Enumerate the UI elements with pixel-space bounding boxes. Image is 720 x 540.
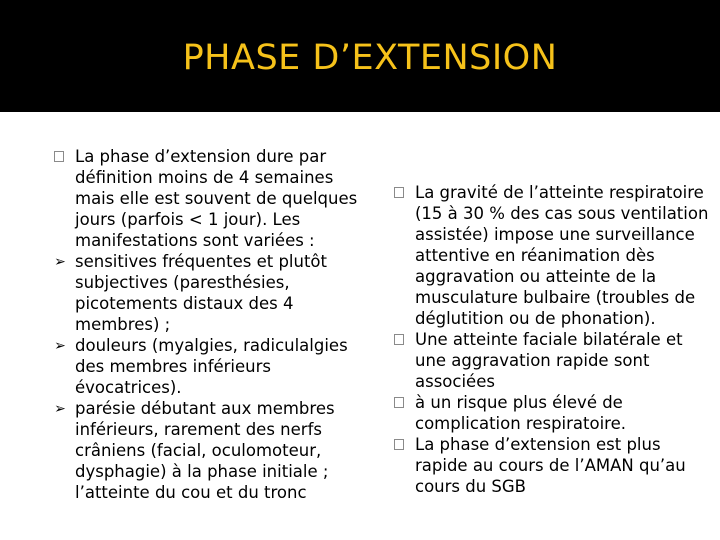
title-band <box>0 0 720 112</box>
left-column <box>50 146 365 503</box>
list-item <box>390 392 710 434</box>
list-item-text: parésie débutant aux membres inférieurs, rarement des nerfs crâniens (facial, oculomoteur, dysphagie) à la phase initiale ; l’atteinte du cou et du tronc <box>75 399 335 502</box>
square-bullet-icon <box>394 334 404 345</box>
list-item-text: La phase d’extension dure par définition moins de 4 semaines mais elle est souvent de quelques jours (parfois < 1 jour). Les manifestations sont variées : <box>75 147 358 250</box>
slide-body <box>0 112 720 540</box>
list-item-text: douleurs (myalgies, radiculalgies des membres inférieurs évocatrices). <box>75 336 348 397</box>
square-bullet-icon <box>394 439 404 450</box>
square-bullet-icon <box>394 187 404 198</box>
list-item-text: sensitives fréquentes et plutôt subjectives (paresthésies, picotements distaux des 4 membres) ; <box>75 252 327 334</box>
list-item <box>50 335 365 398</box>
arrow-bullet-icon: ➢ <box>54 254 66 270</box>
list-item <box>50 146 365 251</box>
arrow-bullet-icon: ➢ <box>54 401 66 417</box>
list-item-text: à un risque plus élevé de complication respiratoire. <box>415 393 627 433</box>
square-bullet-icon <box>394 397 404 408</box>
right-column <box>390 182 710 497</box>
list-item <box>390 434 710 497</box>
list-item <box>50 398 365 503</box>
list-item-text: La phase d’extension est plus rapide au cours de l’AMAN qu’au cours du SGB <box>415 435 686 496</box>
square-bullet-icon <box>54 151 64 162</box>
list-item-text: La gravité de l’atteinte respiratoire (15 à 30 % des cas sous ventilation assistée) impose une surveillance attentive en réanimation dès aggravation ou atteinte de la musculature bulbaire (troubles de déglutition ou de phonation). <box>415 183 709 328</box>
slide-title: PHASE D’EXTENSION <box>182 38 558 78</box>
list-item-text: Une atteinte faciale bilatérale et une aggravation rapide sont associées <box>415 330 683 391</box>
arrow-bullet-icon: ➢ <box>54 338 66 354</box>
list-item <box>390 182 710 329</box>
list-item <box>50 251 365 335</box>
list-item <box>390 329 710 392</box>
